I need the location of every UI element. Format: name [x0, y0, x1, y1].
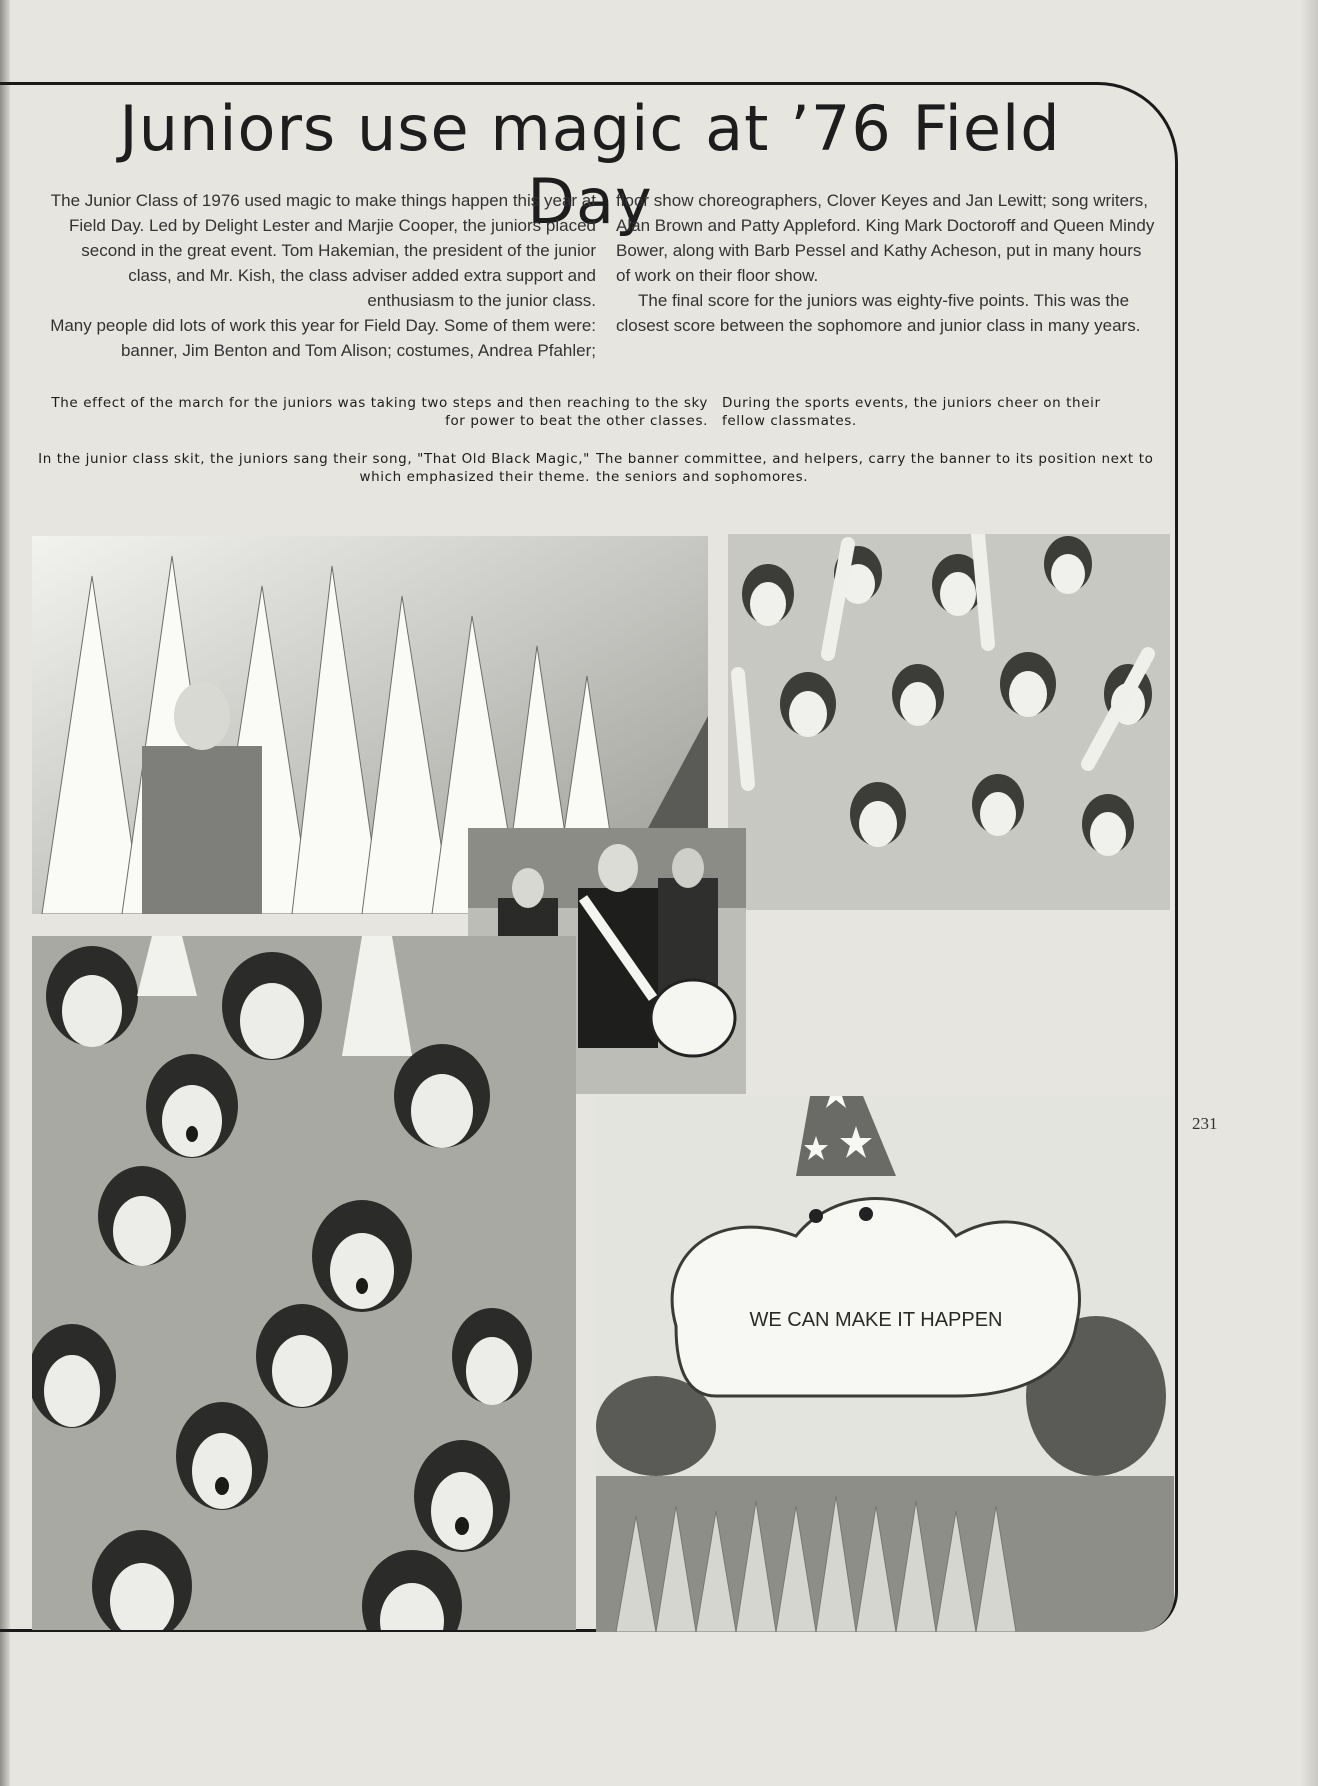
caption-skit: In the junior class skit, the juniors sang their song, "That Old Black Magic," which emphasized their theme.: [38, 451, 590, 485]
caption-banner: The banner committee, and helpers, carry the banner to its position next to the seniors and sophomores.: [596, 451, 1154, 485]
article-paragraph: Many people did lots of work this year for Field Day. Some of them were: banner, Jim Benton and Tom Alison; costumes, Andrea Pfahler;: [50, 316, 596, 360]
article-left-column: [40, 188, 596, 363]
page-number: 231: [1192, 1114, 1218, 1133]
page-edge: [1300, 0, 1318, 1786]
caption-sports: During the sports events, the juniors cheer on their fellow classmates.: [722, 395, 1101, 429]
photo-cheering: [728, 534, 1170, 910]
article-right-column: [616, 188, 1156, 338]
article-paragraph: The final score for the juniors was eighty-five points. This was the closest score between the sophomore and junior class in many years.: [616, 291, 1141, 335]
page-title: Juniors use magic at ’76 Field Day: [119, 92, 1061, 238]
banner-text: WE CAN MAKE IT HAPPEN: [749, 1309, 1003, 1331]
caption-march: The effect of the march for the juniors was taking two steps and then reaching to the sky for power to beat the other classes.: [51, 395, 708, 429]
article-paragraph: floor show choreographers, Clover Keyes and Jan Lewitt; song writers, Alan Brown and Patty Appleford. King Mark Doctoroff and Queen Mindy Bower, along with Barb Pessel and Kathy Acheson, put in many hours of work on their floor show.: [616, 191, 1155, 285]
photo-skit-singers: [32, 936, 576, 1630]
photo-banner: [596, 1096, 1174, 1632]
article-paragraph: The Junior Class of 1976 used magic to make things happen this year at Field Day. Led by Delight Lester and Marjie Cooper, the juniors placed second in the great event. Tom Hakemian, the president of the junior class, and Mr. Kish, the class adviser added extra support and enthusiasm to the junior class.: [50, 191, 596, 310]
